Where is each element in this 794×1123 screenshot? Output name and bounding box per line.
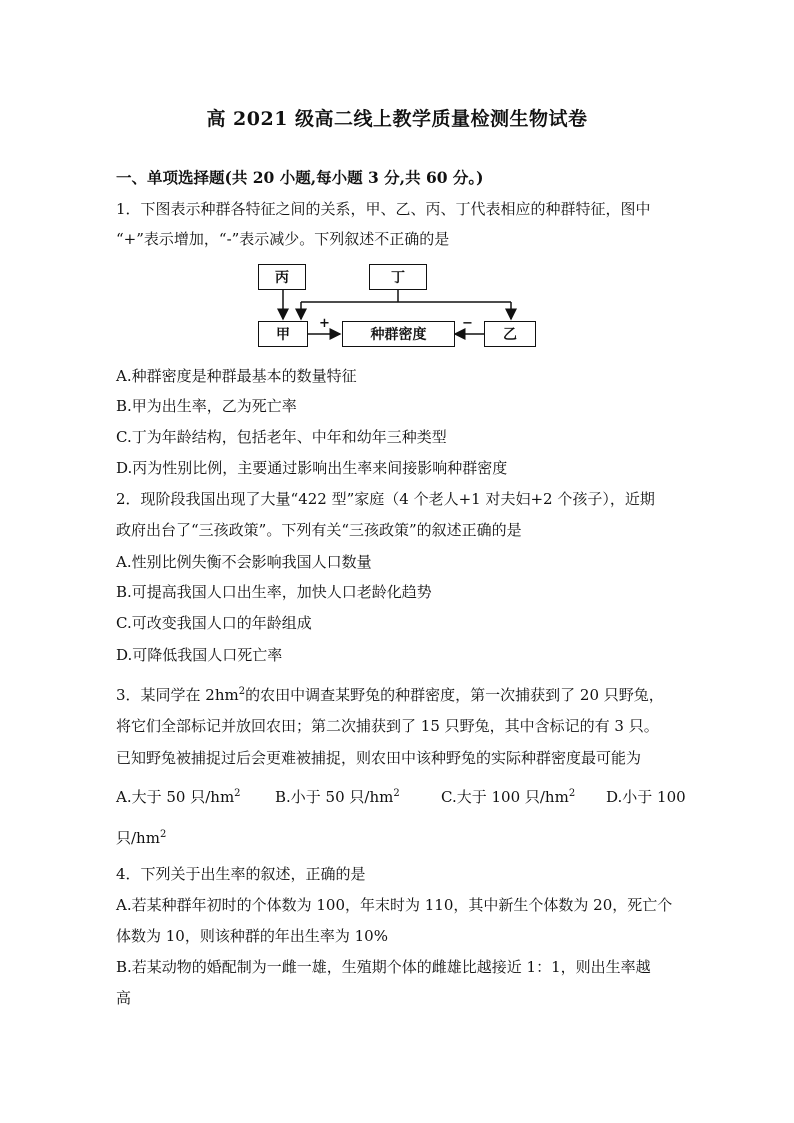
q3-option-a <box>116 787 241 810</box>
q3-stem-line2: 将它们全部标记并放回农田；第二次捕获到了 15 只野兔，其中含标记的有 3 只。 <box>116 717 659 735</box>
q2-option-d: D.可降低我国人口死亡率 <box>116 646 283 664</box>
q2-stem-line2: 政府出台了“三孩政策”。下列有关“三孩政策”的叙述正确的是 <box>116 521 522 539</box>
box-jia: 甲 <box>258 321 308 347</box>
q4-option-b-line2: 高 <box>116 989 132 1007</box>
page-title: 高 2021 级高二线上教学质量检测生物试卷 <box>206 108 588 130</box>
section-heading: 一、单项选择题(共 20 小题,每小题 3 分,共 60 分。) <box>116 168 484 187</box>
q3-option-b <box>275 787 400 810</box>
plus-sign: + <box>319 316 330 331</box>
q3-option-d: D.小于 100 <box>606 788 686 806</box>
q3-option-d-continued <box>116 828 166 851</box>
q2-option-c: C.可改变我国人口的年龄组成 <box>116 614 312 632</box>
q4-option-a-line2: 体数为 10，则该种群的年出生率为 10% <box>116 927 388 945</box>
box-population-density: 种群密度 <box>342 321 455 347</box>
q1-option-b: B.甲为出生率，乙为死亡率 <box>116 397 297 415</box>
q1-stem-line1: 1．下图表示种群各特征之间的关系，甲、乙、丙、丁代表相应的种群特征，图中 <box>116 200 651 218</box>
minus-sign: − <box>462 316 473 331</box>
q3-stem-line1-part1: 3．某同学在 2hm <box>116 686 239 704</box>
q4-option-a-line1: A.若某种群年初时的个体数为 100，年末时为 110，其中新生个体数为 20，死亡个 <box>116 896 673 914</box>
q1-option-a: A.种群密度是种群最基本的数量特征 <box>116 367 357 385</box>
q3-stem-line1 <box>116 685 664 708</box>
q3-stem-line1-part2: 的农田中调查某野兔的种群密度，第一次捕获到了 20 只野兔， <box>245 686 664 704</box>
q2-stem-line1: 2．现阶段我国出现了大量“422 型”家庭（4 个老人+1 对夫妇+2 个孩子），近期 <box>116 490 655 508</box>
q3-option-c <box>441 787 575 810</box>
q3-option-b-text: B.小于 50 只/hm <box>275 788 394 806</box>
q3-stem-line3: 已知野兔被捕捉过后会更难被捕捉，则农田中该种野兔的实际种群密度最可能为 <box>116 749 642 767</box>
q3-option-a-text: A.大于 50 只/hm <box>116 788 235 806</box>
q4-option-b-line1: B.若某动物的婚配制为一雌一雄，生殖期个体的雌雄比越接近 1：1，则出生率越 <box>116 958 651 976</box>
q3-option-c-text: C.大于 100 只/hm <box>441 788 569 806</box>
population-characteristics-diagram <box>255 261 540 353</box>
q4-stem: 4．下列关于出生率的叙述，正确的是 <box>116 865 366 883</box>
superscript: 2 <box>568 788 576 799</box>
q1-option-c: C.丁为年龄结构，包括老年、中年和幼年三种类型 <box>116 428 447 446</box>
box-bing: 丙 <box>258 264 306 290</box>
superscript: 2 <box>234 788 241 799</box>
q2-option-b: B.可提高我国人口出生率，加快人口老龄化趋势 <box>116 583 432 601</box>
q2-option-a: A.性别比例失衡不会影响我国人口数量 <box>116 553 372 571</box>
superscript: 2 <box>393 788 400 799</box>
q1-option-d: D.丙为性别比例，主要通过影响出生率来间接影响种群密度 <box>116 459 508 477</box>
q3-option-d-unit: 只/hm <box>116 829 160 847</box>
superscript: 2 <box>159 829 167 840</box>
box-ding: 丁 <box>369 264 427 290</box>
superscript: 2 <box>238 686 246 697</box>
box-yi: 乙 <box>484 321 536 347</box>
q1-stem-line2: “+”表示增加，“-”表示减少。下列叙述不正确的是 <box>116 230 450 248</box>
